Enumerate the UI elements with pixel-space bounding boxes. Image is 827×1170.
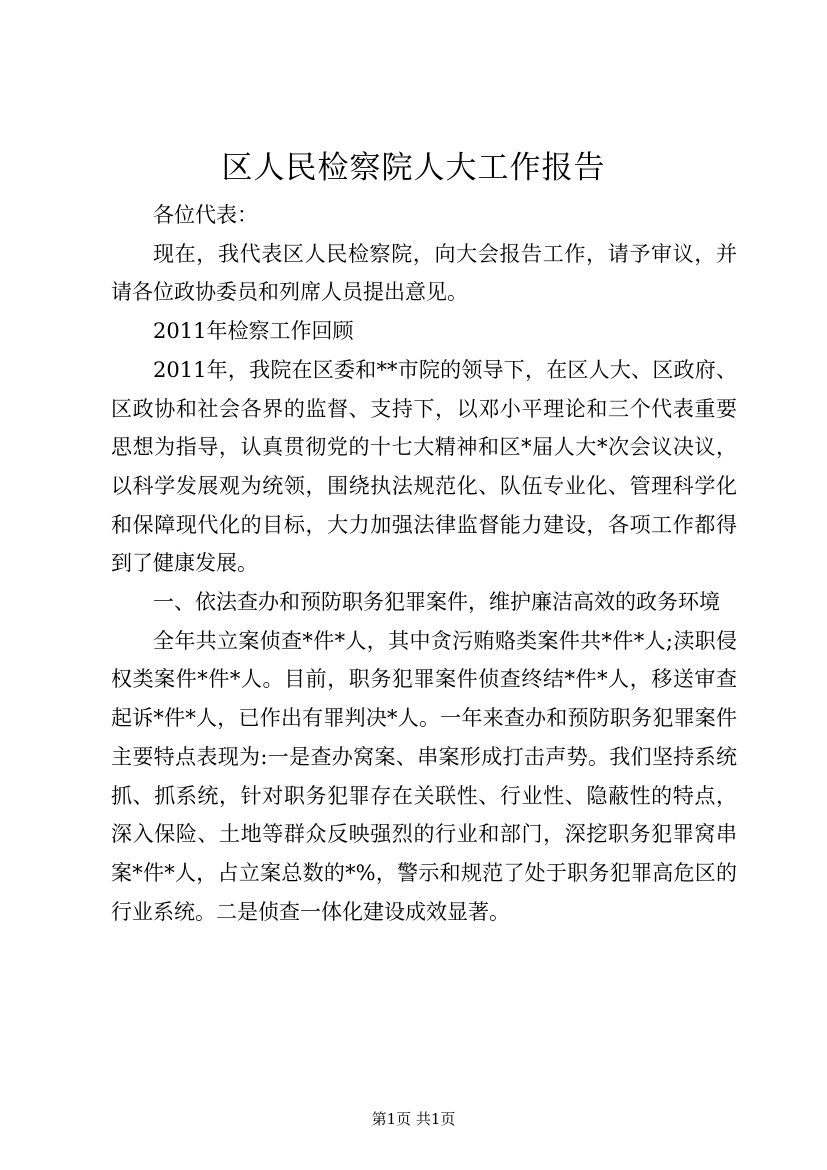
page-number-footer: 第1页 共1页 [371,1110,456,1128]
paragraph-intro: 现在，我代表区人民检察院，向大会报告工作，请予审议，并请各位政协委员和列席人员提出意见。 [111,241,737,305]
section-heading-review: 2011年检察工作回顾 [153,319,354,344]
document-title: 区人民检察院人大工作报告 [221,150,606,186]
document-body [111,196,737,931]
section-heading-one: 一、依法查办和预防职务犯罪案件，维护廉洁高效的政务环境 [153,590,720,615]
paragraph-review: 2011年，我院在区委和**市院的领导下，在区人大、区政府、区政协和社会各界的监督、支持下，以邓小平理论和三个代表重要思想为指导，认真贯彻党的十七大精神和区*届人大*次会议决议，以科学发展观为统领，围绕执法规范化、队伍专业化、管理科学化和保障现代化的目标，大力加强法律监督能力建设，各项工作都得到了健康发展。 [111,357,737,576]
paragraph-cases: 全年共立案侦查*件*人，其中贪污贿赂类案件共*件*人;渎职侵权类案件*件*人。目前，职务犯罪案件侦查终结*件*人，移送审查起诉*件*人，已作出有罪判决*人。一年来查办和预防职务犯罪案件主要特点表现为:一是查办窝案、串案形成打击声势。我们坚持系统抓、抓系统，针对职务犯罪存在关联性、行业性、隐蔽性的特点，深入保险、土地等群众反映强烈的行业和部门，深挖职务犯罪窝串案*件*人，占立案总数的*%，警示和规范了处于职务犯罪高危区的行业系统。二是侦查一体化建设成效显著。 [111,628,737,924]
salutation: 各位代表： [153,203,258,227]
